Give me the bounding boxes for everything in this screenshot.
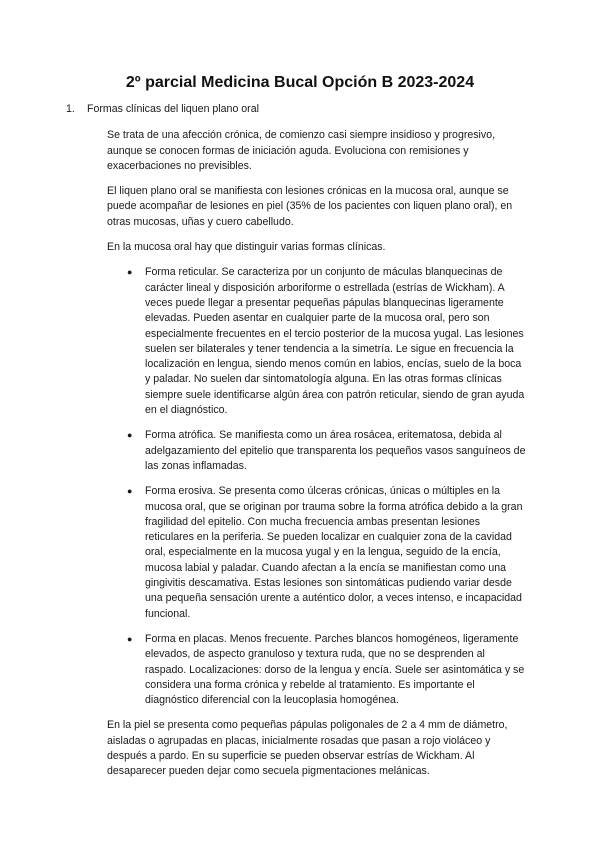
document-body	[66, 102, 527, 790]
paragraph-skin: En la piel se presenta como pequeñas pápulas poligonales de 2 a 4 mm de diámetro, aisladas o agrupadas en placas, inicialmente rosadas que pasan a rojo violáceo y después a pardo. En su superficie se pueden observar estrías de Wickham. Al desaparecer pueden dejar como secuela pigmentaciones melánicas.	[107, 719, 508, 778]
section-number: 1.	[66, 103, 75, 115]
page-title: 2º parcial Medicina Bucal Opción B 2023-2024	[125, 74, 475, 91]
list-item-forma-atrofica	[107, 428, 527, 474]
list-item-text: Forma reticular. Se caracteriza por un conjunto de máculas blanquecinas de carácter lineal y disposición arboriforme o estrellada (estrías de Wickham). A veces puede llegar a presentar pequeñas pápulas blanquecinas ligeramente elevadas. Pueden asentar en cualquier parte de la mucosa oral, pero son especialmente frecuentes en el tercio posterior de la mucosa yugal. Las lesiones suelen ser bilaterales y tener tendencia a la simetría. Le sigue en frecuencia la localización en lengua, siendo menos común en labios, encías, suelo de la boca y paladar. No suelen dar sintomatología alguna. En las otras formas clínicas siempre suele identificarse algún área con patrón reticular, siendo de gran ayuda en el diagnóstico.	[145, 266, 525, 417]
list-item-text: Forma erosiva. Se presenta como úlceras crónicas, únicas o múltiples en la mucosa oral, que se originan por trauma sobre la forma atrófica debido a la gran fragilidad del epitelio. Con mucha frecuencia ambas presentan lesiones reticulares en la periferia. Se pueden localizar en cualquier zona de la cavidad oral, especialmente en la mucosa yugal y en la lengua, seguido de la encía, mucosa labial y paladar. Cuando afectan a la encía se manifiestan como una gingivitis descamativa. Estas lesiones son sintomáticas pudiendo variar desde una pequeña sensación urente a auténtico dolor, a veces intenso, e incapacidad funcional.	[145, 485, 523, 620]
bullet-icon: ●	[127, 267, 133, 278]
paragraph-intro-1: Se trata de una afección crónica, de comienzo casi siempre insidioso y progresivo, aunque se conocen formas de iniciación aguda. Evoluciona con remisiones y exacerbaciones no previsibles.	[107, 129, 496, 172]
bullet-icon: ●	[127, 430, 133, 441]
bullet-icon: ●	[127, 486, 133, 497]
section-heading-text: Formas clínicas del liquen plano oral	[87, 103, 259, 115]
bullet-icon: ●	[127, 633, 133, 644]
clinical-forms-list	[107, 265, 527, 708]
list-item-text: Forma atrófica. Se manifiesta como un área rosácea, eritematosa, debida al adelgazamiento del epitelio que transparenta los pequeños vasos sanguíneos de las zonas inflamadas.	[145, 429, 526, 472]
list-item-forma-reticular	[107, 265, 527, 418]
paragraph-intro-2: El liquen plano oral se manifiesta con lesiones crónicas en la mucosa oral, aunque se puede acompañar de lesiones en piel (35% de los pacientes con liquen plano oral), en otras mucosas, uñas y cuero cabelludo.	[107, 185, 513, 228]
paragraph-intro-3: En la mucosa oral hay que distinguir varias formas clínicas.	[107, 241, 386, 254]
list-item-forma-erosiva	[107, 484, 527, 622]
list-item-text: Forma en placas. Menos frecuente. Parches blancos homogéneos, ligeramente elevados, de aspecto granuloso y textura ruda, que no se desprenden al raspado. Localizaciones: dorso de la lengua y encía. Suele ser asintomática y se considera una forma crónica y rebelde al tratamiento. Es importante el diagnóstico diferencial con la leucoplasia homogénea.	[145, 632, 525, 707]
section-heading	[66, 102, 527, 117]
list-item-forma-placas	[107, 632, 527, 708]
